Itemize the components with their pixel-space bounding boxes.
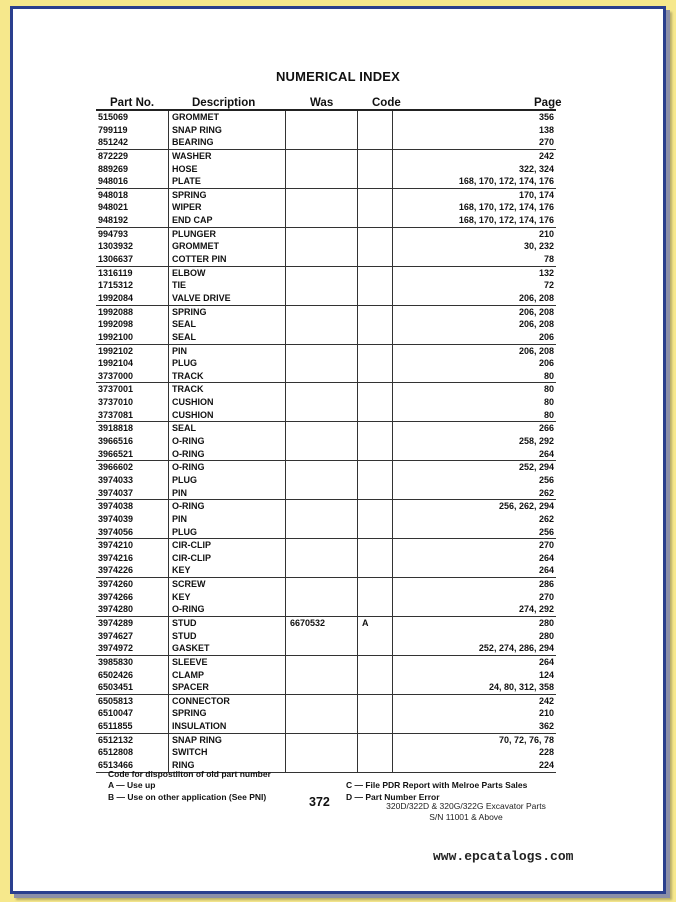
table-row xyxy=(96,617,556,630)
table-row xyxy=(96,656,556,669)
part-number: 1992098 xyxy=(98,319,134,330)
page-refs: 264 xyxy=(538,448,554,459)
table-row xyxy=(96,279,556,292)
description: CIR-CLIP xyxy=(172,540,211,551)
table-row xyxy=(96,409,556,422)
page-refs: 168, 170, 172, 174, 176 xyxy=(458,202,554,213)
row-group xyxy=(96,656,556,695)
part-number: 6502426 xyxy=(98,669,134,680)
code-legend-c: C — File PDR Report with Melroe Parts Sales xyxy=(346,780,528,790)
part-number: 1992084 xyxy=(98,292,134,303)
page-refs: 286 xyxy=(538,579,554,590)
part-number: 3974972 xyxy=(98,643,134,654)
row-group xyxy=(96,734,556,773)
part-number: 3737081 xyxy=(98,409,134,420)
part-number: 3966521 xyxy=(98,448,134,459)
table-row xyxy=(96,201,556,214)
description: SPACER xyxy=(172,682,209,693)
description: SPRING xyxy=(172,306,207,317)
part-number: 6510047 xyxy=(98,708,134,719)
part-number: 1992100 xyxy=(98,331,134,342)
part-number: 3974260 xyxy=(98,579,134,590)
page-refs: 210 xyxy=(538,228,554,239)
part-number: 1303932 xyxy=(98,241,134,252)
part-number: 3974056 xyxy=(98,526,134,537)
page-refs: 270 xyxy=(538,591,554,602)
part-number: 948016 xyxy=(98,176,129,187)
part-number: 1306637 xyxy=(98,254,134,265)
table-row xyxy=(96,150,556,163)
description: SPRING xyxy=(172,708,207,719)
table-row xyxy=(96,292,556,305)
page-refs: 80 xyxy=(543,397,554,408)
description: PIN xyxy=(172,513,188,524)
row-group xyxy=(96,500,556,539)
table-row xyxy=(96,357,556,370)
page-refs: 356 xyxy=(538,112,554,122)
table-row xyxy=(96,603,556,616)
page-refs: 138 xyxy=(538,124,554,135)
part-number: 948021 xyxy=(98,202,129,213)
description: PLATE xyxy=(172,176,201,187)
table-row xyxy=(96,306,556,319)
table-row xyxy=(96,707,556,720)
row-group xyxy=(96,228,556,267)
description: END CAP xyxy=(172,215,213,226)
part-number: 1316119 xyxy=(98,267,133,278)
part-number: 994793 xyxy=(98,228,129,239)
page-refs: 80 xyxy=(543,384,554,395)
description: WIPER xyxy=(172,202,202,213)
page-refs: 270 xyxy=(538,137,554,148)
table-row xyxy=(96,214,556,227)
page-refs: 24, 80, 312, 358 xyxy=(488,682,554,693)
table-row xyxy=(96,500,556,513)
description: VALVE DRIVE xyxy=(172,292,231,303)
description: CLAMP xyxy=(172,669,204,680)
code-legend-d: D — Part Number Error xyxy=(346,792,440,802)
part-number: 3737000 xyxy=(98,370,134,381)
table-row xyxy=(96,345,556,358)
page-number: 372 xyxy=(309,795,330,809)
description: O-RING xyxy=(172,501,205,512)
row-group xyxy=(96,150,556,189)
description: O-RING xyxy=(172,462,205,473)
column-header-description: Description xyxy=(192,97,256,109)
part-number: 3985830 xyxy=(98,656,134,667)
part-number: 3974289 xyxy=(98,617,134,628)
table-row xyxy=(96,370,556,383)
page-refs: 206, 208 xyxy=(518,319,554,330)
page-refs: 132 xyxy=(538,267,554,278)
description: PIN xyxy=(172,345,188,356)
part-number: 3737001 xyxy=(98,384,134,395)
description: SPRING xyxy=(172,189,207,200)
row-group xyxy=(96,189,556,228)
description: TRACK xyxy=(172,370,204,381)
table-row xyxy=(96,448,556,461)
table-row xyxy=(96,435,556,448)
description: INSULATION xyxy=(172,721,227,732)
parts-table xyxy=(96,109,556,773)
description: STUD xyxy=(172,617,197,628)
row-group xyxy=(96,383,556,422)
table-row xyxy=(96,720,556,733)
description: SEAL xyxy=(172,423,197,434)
page-refs: 252, 274, 286, 294 xyxy=(478,643,554,654)
part-number: 1992088 xyxy=(98,306,134,317)
part-number: 3737010 xyxy=(98,397,134,408)
page-refs: 362 xyxy=(538,721,554,732)
description: RING xyxy=(172,760,195,771)
table-row xyxy=(96,564,556,577)
page-refs: 168, 170, 172, 174, 176 xyxy=(458,215,554,226)
part-number: 1992102 xyxy=(98,345,134,356)
page-refs: 274, 292 xyxy=(518,604,554,615)
part-number: 948192 xyxy=(98,215,129,226)
description: CUSHION xyxy=(172,409,214,420)
table-row xyxy=(96,695,556,708)
description: BEARING xyxy=(172,137,214,148)
table-row xyxy=(96,487,556,500)
row-group xyxy=(96,267,556,306)
row-group xyxy=(96,422,556,461)
page-refs: 168, 170, 172, 174, 176 xyxy=(458,176,554,187)
page-refs: 72 xyxy=(543,280,554,291)
description: SCREW xyxy=(172,579,206,590)
page-refs: 264 xyxy=(538,552,554,563)
page-refs: 264 xyxy=(538,565,554,576)
table-row xyxy=(96,267,556,280)
page-refs: 206, 208 xyxy=(518,292,554,303)
table-row xyxy=(96,111,556,124)
description: HOSE xyxy=(172,163,198,174)
part-number: 1992104 xyxy=(98,358,134,369)
part-number: 3966516 xyxy=(98,436,134,447)
description: SEAL xyxy=(172,319,197,330)
table-row xyxy=(96,461,556,474)
description: PLUG xyxy=(172,526,198,537)
table-row xyxy=(96,526,556,539)
table-row xyxy=(96,746,556,759)
page-refs: 80 xyxy=(543,409,554,420)
description: SNAP RING xyxy=(172,124,222,135)
code: A xyxy=(362,617,369,628)
description: KEY xyxy=(172,565,191,576)
description: GASKET xyxy=(172,643,210,654)
column-header-code: Code xyxy=(372,97,401,109)
page-refs: 30, 232 xyxy=(523,241,554,252)
row-group xyxy=(96,306,556,345)
model-line-2: S/N 11001 & Above xyxy=(429,812,503,822)
description: CIR-CLIP xyxy=(172,552,211,563)
row-group xyxy=(96,695,556,734)
part-number: 851242 xyxy=(98,137,129,148)
page-refs: 206, 208 xyxy=(518,345,554,356)
description: O-RING xyxy=(172,436,205,447)
description: KEY xyxy=(172,591,191,602)
table-row xyxy=(96,669,556,682)
description: CONNECTOR xyxy=(172,695,230,706)
part-number: 1715312 xyxy=(98,280,134,291)
part-number: 515069 xyxy=(98,112,129,122)
part-number: 3974039 xyxy=(98,513,134,524)
part-number: 3974210 xyxy=(98,540,134,551)
page-refs: 322, 324 xyxy=(518,163,554,174)
description: GROMMET xyxy=(172,241,219,252)
description: SEAL xyxy=(172,331,197,342)
part-number: 3974627 xyxy=(98,630,134,641)
table-row xyxy=(96,591,556,604)
code-legend-a: A — Use up xyxy=(108,780,156,790)
description: ELBOW xyxy=(172,267,206,278)
page-refs: 264 xyxy=(538,656,554,667)
table-row xyxy=(96,136,556,149)
model-line-1: 320D/322D & 320G/322G Excavator Parts xyxy=(386,801,546,811)
description: PIN xyxy=(172,487,188,498)
part-number: 948018 xyxy=(98,189,129,200)
page-title: NUMERICAL INDEX xyxy=(275,69,401,84)
description: PLUG xyxy=(172,358,198,369)
row-group xyxy=(96,617,556,656)
page-refs: 70, 72, 76, 78 xyxy=(498,734,554,745)
description: PLUNGER xyxy=(172,228,217,239)
page-refs: 262 xyxy=(538,487,554,498)
page-refs: 242 xyxy=(538,695,554,706)
description: O-RING xyxy=(172,448,205,459)
description: STUD xyxy=(172,630,197,641)
description: GROMMET xyxy=(172,112,219,122)
description: O-RING xyxy=(172,604,205,615)
table-row xyxy=(96,189,556,202)
table-row xyxy=(96,513,556,526)
page-refs: 206 xyxy=(538,331,554,342)
part-number: 3974226 xyxy=(98,565,134,576)
table-row xyxy=(96,124,556,137)
column-header-was: Was xyxy=(310,97,334,109)
table-row xyxy=(96,422,556,435)
page-refs: 252, 294 xyxy=(518,462,554,473)
page-refs: 280 xyxy=(538,617,554,628)
part-number: 3918818 xyxy=(98,423,134,434)
row-group xyxy=(96,345,556,384)
description: COTTER PIN xyxy=(172,254,227,265)
table-row xyxy=(96,474,556,487)
part-number: 6505813 xyxy=(98,695,134,706)
table-row xyxy=(96,318,556,331)
page-refs: 280 xyxy=(538,630,554,641)
page-refs: 170, 174 xyxy=(518,189,554,200)
table-row xyxy=(96,578,556,591)
row-group xyxy=(96,578,556,617)
part-number: 3974266 xyxy=(98,591,134,602)
description: PLUG xyxy=(172,474,198,485)
part-number: 3974280 xyxy=(98,604,134,615)
page-refs: 256, 262, 294 xyxy=(498,501,554,512)
part-number: 3974038 xyxy=(98,501,134,512)
table-row xyxy=(96,396,556,409)
page-refs: 80 xyxy=(543,370,554,381)
description: SWITCH xyxy=(172,747,208,758)
page-refs: 256 xyxy=(538,526,554,537)
column-header-part-no: Part No. xyxy=(110,97,155,109)
description: CUSHION xyxy=(172,397,214,408)
description: WASHER xyxy=(172,150,212,161)
table-row xyxy=(96,240,556,253)
table-row xyxy=(96,253,556,266)
part-number: 799119 xyxy=(98,124,128,135)
table-row xyxy=(96,734,556,747)
page-refs: 210 xyxy=(538,708,554,719)
part-number: 3974037 xyxy=(98,487,134,498)
table-row xyxy=(96,642,556,655)
table-row xyxy=(96,630,556,643)
code-legend-b: B — Use on other application (See PNI) xyxy=(108,792,267,802)
page-refs: 124 xyxy=(538,669,554,680)
part-number: 6512808 xyxy=(98,747,134,758)
part-number: 3974216 xyxy=(98,552,134,563)
page-refs: 206, 208 xyxy=(518,306,554,317)
table-row xyxy=(96,163,556,176)
page-refs: 262 xyxy=(538,513,554,524)
column-header-page: Page xyxy=(534,97,562,109)
table-row xyxy=(96,383,556,396)
page-refs: 270 xyxy=(538,540,554,551)
description: SLEEVE xyxy=(172,656,208,667)
part-number: 6511855 xyxy=(98,721,133,732)
page-refs: 256 xyxy=(538,474,554,485)
part-number: 6503451 xyxy=(98,682,134,693)
code-legend-title: Code for dispostiiton of old part number xyxy=(108,769,271,779)
part-number: 6512132 xyxy=(98,734,134,745)
table-row xyxy=(96,539,556,552)
watermark-url: www.epcatalogs.com xyxy=(433,849,574,864)
page-refs: 224 xyxy=(538,760,554,771)
part-number: 872229 xyxy=(98,150,129,161)
page-refs: 242 xyxy=(538,150,554,161)
part-number: 6513466 xyxy=(98,760,134,771)
part-number: 3966602 xyxy=(98,462,134,473)
table-row xyxy=(96,681,556,694)
row-group xyxy=(96,111,556,150)
row-group xyxy=(96,539,556,578)
page-refs: 258, 292 xyxy=(518,436,554,447)
page-refs: 266 xyxy=(538,423,554,434)
description: TIE xyxy=(172,280,187,291)
table-row xyxy=(96,331,556,344)
part-number: 3974033 xyxy=(98,474,134,485)
was-part: 6670532 xyxy=(290,617,326,628)
page-refs: 206 xyxy=(538,358,554,369)
page-refs: 228 xyxy=(538,747,554,758)
table-row xyxy=(96,228,556,241)
description: TRACK xyxy=(172,384,204,395)
row-group xyxy=(96,461,556,500)
description: SNAP RING xyxy=(172,734,222,745)
page-refs: 78 xyxy=(543,254,554,265)
table-row xyxy=(96,552,556,565)
part-number: 889269 xyxy=(98,163,129,174)
table-row xyxy=(96,175,556,188)
